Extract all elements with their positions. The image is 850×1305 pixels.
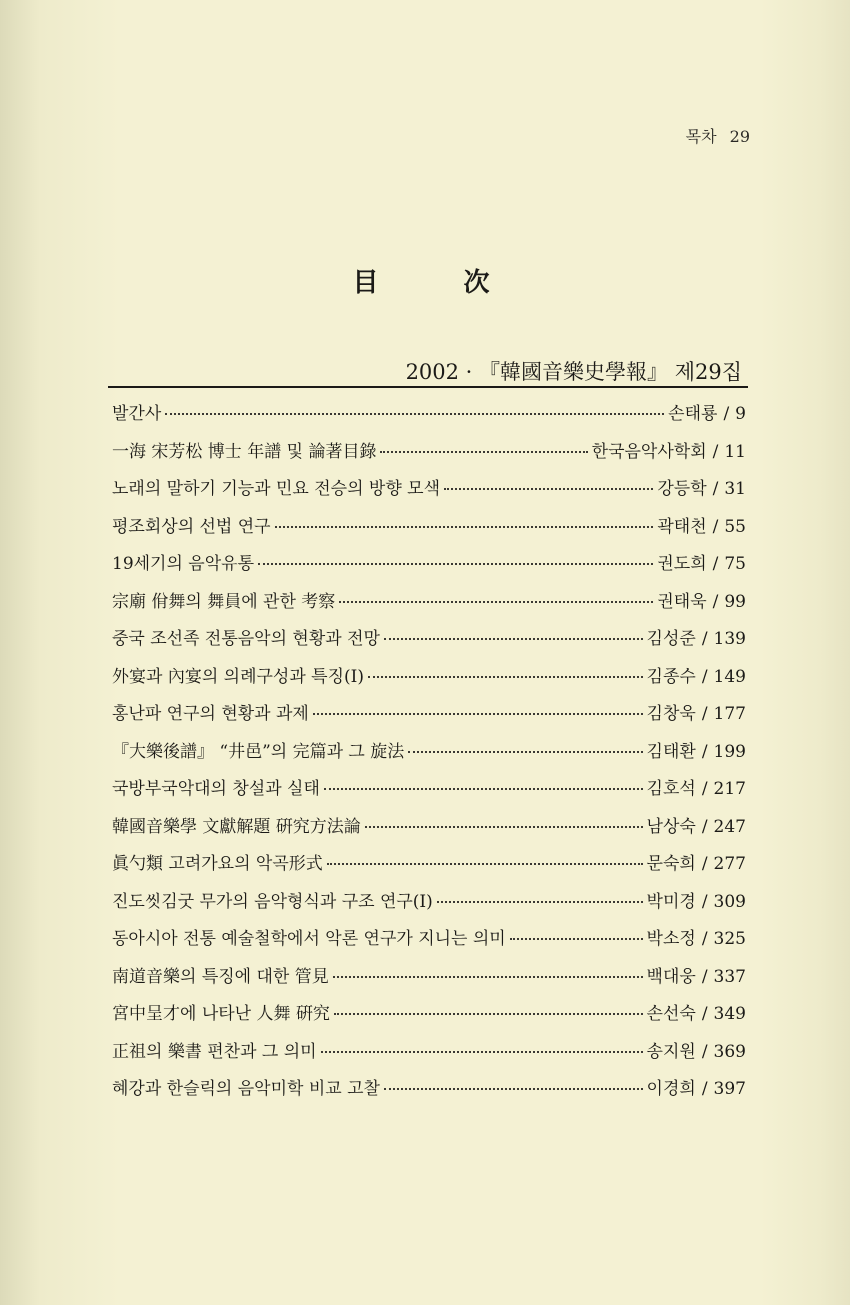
page-separator: / xyxy=(701,929,708,949)
dot-leader xyxy=(368,676,643,678)
entry-author: 김호석 xyxy=(646,779,696,799)
entry-author: 이경희 xyxy=(646,1079,696,1099)
entry-title: 홍난파 연구의 현황과 과제 xyxy=(112,704,309,724)
page-separator: / xyxy=(701,854,708,874)
entry-page-number: 247 xyxy=(713,816,746,837)
entry-page-number: 309 xyxy=(713,891,746,912)
toc-entry xyxy=(112,624,746,662)
dot-leader xyxy=(333,976,643,978)
entry-author: 손선숙 xyxy=(646,1004,696,1024)
toc-entry xyxy=(112,962,746,1000)
toc-entry xyxy=(112,1074,746,1112)
entry-page-number: 397 xyxy=(713,1079,746,1099)
entry-title: 혜강과 한슬릭의 음악미학 비교 고찰 xyxy=(112,1079,380,1099)
page-separator: / xyxy=(701,629,708,649)
dot-leader xyxy=(165,413,664,415)
dot-leader xyxy=(321,1051,643,1053)
entry-title: 宗廟 佾舞의 舞員에 관한 考察 xyxy=(112,591,336,612)
journal-issue: 2002 · 『韓國音樂史學報』 제29집 xyxy=(405,360,742,384)
entry-title: 19세기의 음악유통 xyxy=(112,554,254,574)
page-separator: / xyxy=(712,591,719,612)
entry-page-number: 325 xyxy=(713,929,746,949)
dot-leader xyxy=(327,863,643,865)
page-separator: / xyxy=(701,741,708,762)
table-of-contents xyxy=(112,399,746,1112)
entry-title: 眞勺類 고려가요의 악곡形式 xyxy=(112,854,323,874)
entry-author: 송지원 xyxy=(646,1041,696,1062)
page-separator: / xyxy=(701,1079,708,1099)
entry-title: 南道音樂의 특징에 대한 管見 xyxy=(112,966,329,987)
entry-author: 백대웅 xyxy=(646,966,696,987)
entry-page-number: 337 xyxy=(713,966,746,987)
entry-title: 노래의 말하기 기능과 민요 전승의 방향 모색 xyxy=(112,479,441,499)
page-separator: / xyxy=(701,1041,708,1062)
entry-author: 김성준 xyxy=(646,629,696,649)
entry-page-number: 55 xyxy=(724,516,746,537)
page-separator: / xyxy=(712,554,719,574)
entry-author: 김태환 xyxy=(646,741,696,762)
page-separator: / xyxy=(701,704,708,724)
header-page-number: 29 xyxy=(729,127,750,146)
entry-title: 『大樂後譜』 “井邑”의 完篇과 그 旋法 xyxy=(112,741,405,762)
toc-entry xyxy=(112,549,746,587)
page-separator: / xyxy=(712,441,719,462)
entry-page-number: 369 xyxy=(713,1041,746,1062)
dot-leader xyxy=(408,751,642,753)
page-separator: / xyxy=(723,404,730,424)
dot-leader xyxy=(510,938,643,940)
dot-leader xyxy=(258,563,653,565)
entry-title: 一海 宋芳松 博士 年譜 및 論著目錄 xyxy=(112,441,377,462)
entry-title: 正祖의 樂書 편찬과 그 의미 xyxy=(112,1041,317,1062)
entry-page-number: 11 xyxy=(724,441,746,462)
page-separator: / xyxy=(701,966,708,987)
toc-entry xyxy=(112,849,746,887)
dot-leader xyxy=(380,451,587,453)
entry-page-number: 149 xyxy=(713,666,746,687)
entry-author: 박미경 xyxy=(646,891,696,912)
entry-author: 김종수 xyxy=(646,666,696,687)
entry-author: 박소정 xyxy=(646,929,696,949)
page-separator: / xyxy=(701,779,708,799)
entry-page-number: 199 xyxy=(713,741,746,762)
entry-page-number: 139 xyxy=(713,629,746,649)
entry-page-number: 217 xyxy=(713,779,746,799)
dot-leader xyxy=(313,713,643,715)
entry-title: 발간사 xyxy=(112,404,162,424)
entry-page-number: 177 xyxy=(713,704,746,724)
entry-author: 남상숙 xyxy=(646,816,696,837)
divider xyxy=(108,386,748,388)
toc-entry xyxy=(112,1037,746,1075)
entry-author: 문숙희 xyxy=(646,854,696,874)
dot-leader xyxy=(334,1013,643,1015)
toc-entry xyxy=(112,399,746,437)
toc-entry xyxy=(112,587,746,625)
entry-page-number: 99 xyxy=(724,591,746,612)
entry-title: 外宴과 內宴의 의례구성과 특징(Ⅰ) xyxy=(112,666,364,687)
toc-entry xyxy=(112,699,746,737)
dot-leader xyxy=(444,488,653,490)
entry-author: 한국음악사학회 xyxy=(591,441,707,462)
page-separator: / xyxy=(701,666,708,687)
page-separator: / xyxy=(701,891,708,912)
dot-leader xyxy=(384,1088,643,1090)
entry-title: 宮中呈才에 나타난 人舞 硏究 xyxy=(112,1004,330,1024)
dot-leader xyxy=(365,826,643,828)
entry-title: 동아시아 전통 예술철학에서 악론 연구가 지니는 의미 xyxy=(112,929,506,949)
toc-entry xyxy=(112,437,746,475)
entry-author: 손태룡 xyxy=(668,404,718,424)
header-section: 목차 xyxy=(685,127,717,146)
page-separator: / xyxy=(701,816,708,837)
dot-leader xyxy=(384,638,643,640)
entry-author: 김창욱 xyxy=(646,704,696,724)
toc-entry xyxy=(112,887,746,925)
entry-title: 중국 조선족 전통음악의 현황과 전망 xyxy=(112,629,380,649)
toc-entry xyxy=(112,924,746,962)
toc-entry xyxy=(112,999,746,1037)
page-separator: / xyxy=(701,1004,708,1024)
entry-page-number: 349 xyxy=(713,1004,746,1024)
page-separator: / xyxy=(712,479,719,499)
entry-title: 진도씻김굿 무가의 음악형식과 구조 연구(Ⅰ) xyxy=(112,891,433,912)
toc-entry xyxy=(112,474,746,512)
dot-leader xyxy=(437,901,643,903)
entry-page-number: 277 xyxy=(713,854,746,874)
entry-page-number: 9 xyxy=(735,404,746,424)
page-separator: / xyxy=(712,516,719,537)
toc-entry xyxy=(112,662,746,700)
toc-entry xyxy=(112,512,746,550)
toc-entry xyxy=(112,737,746,775)
entry-author: 곽태천 xyxy=(657,516,707,537)
entry-author: 권태욱 xyxy=(657,591,707,612)
dot-leader xyxy=(339,601,653,603)
toc-entry xyxy=(112,812,746,850)
running-header xyxy=(678,124,750,147)
entry-title: 국방부국악대의 창설과 실태 xyxy=(112,779,320,799)
dot-leader xyxy=(324,788,643,790)
toc-entry xyxy=(112,774,746,812)
entry-page-number: 31 xyxy=(724,479,746,499)
entry-author: 강등학 xyxy=(657,479,707,499)
entry-page-number: 75 xyxy=(724,554,746,574)
entry-title: 평조회상의 선법 연구 xyxy=(112,516,271,537)
entry-title: 韓國音樂學 文獻解題 硏究方法論 xyxy=(112,816,361,837)
contents-title: 目 次 xyxy=(352,268,528,298)
dot-leader xyxy=(275,526,654,528)
entry-author: 권도희 xyxy=(657,554,707,574)
